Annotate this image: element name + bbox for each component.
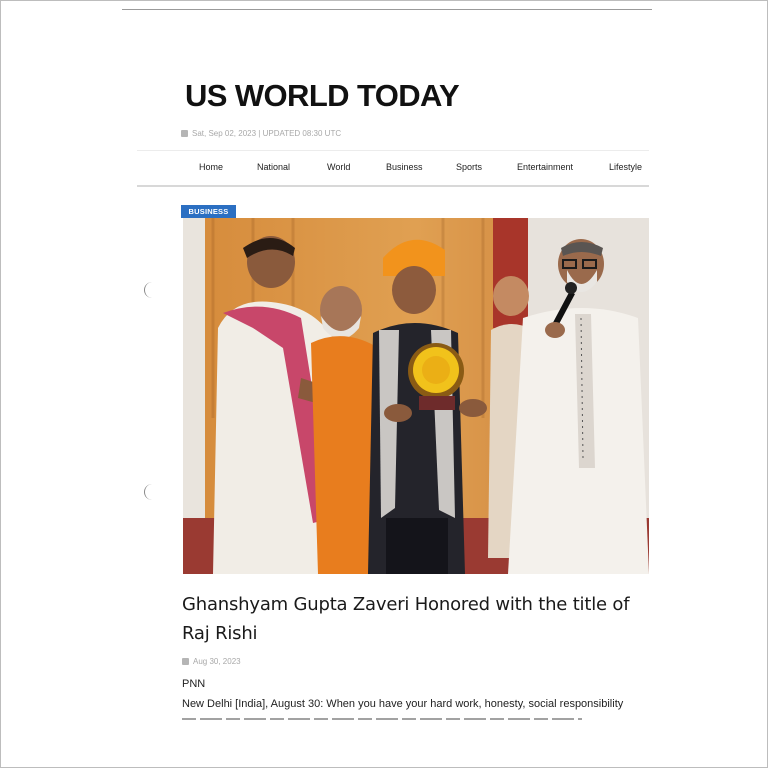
punch-mark	[144, 282, 155, 298]
nav-item-world[interactable]: World	[327, 162, 351, 172]
article-body-cut-off	[182, 716, 582, 720]
punch-mark	[144, 484, 155, 500]
post-date-text: Aug 30, 2023	[193, 657, 241, 666]
calendar-icon	[182, 658, 189, 665]
dateline-text: Sat, Sep 02, 2023 | UPDATED 08:30 UTC	[192, 129, 342, 138]
nav-item-national[interactable]: National	[257, 162, 291, 172]
article-photo	[183, 218, 649, 574]
nav-item-home[interactable]: Home	[199, 162, 224, 172]
nav-item-business[interactable]: Business	[386, 162, 423, 172]
article-body-first-line: New Delhi [India], August 30: When you have your hard work, honesty, social responsibility	[182, 698, 624, 710]
nav-item-entertainment[interactable]: Entertainment	[517, 162, 574, 172]
calendar-icon	[181, 130, 188, 137]
article-byline: PNN	[182, 678, 206, 690]
main-nav	[137, 150, 649, 187]
article-headline[interactable]: Ghanshyam Gupta Zaveri Honored with the title of Raj Rishi	[182, 594, 630, 644]
category-badge[interactable]: BUSINESS	[181, 205, 236, 218]
nav-item-lifestyle[interactable]: Lifestyle	[609, 162, 643, 172]
post-date	[182, 657, 241, 666]
dateline	[181, 129, 341, 138]
award-ceremony-photo	[183, 218, 649, 574]
site-title[interactable]: US WORLD TODAY	[185, 78, 460, 113]
nav-item-sports[interactable]: Sports	[456, 162, 483, 172]
